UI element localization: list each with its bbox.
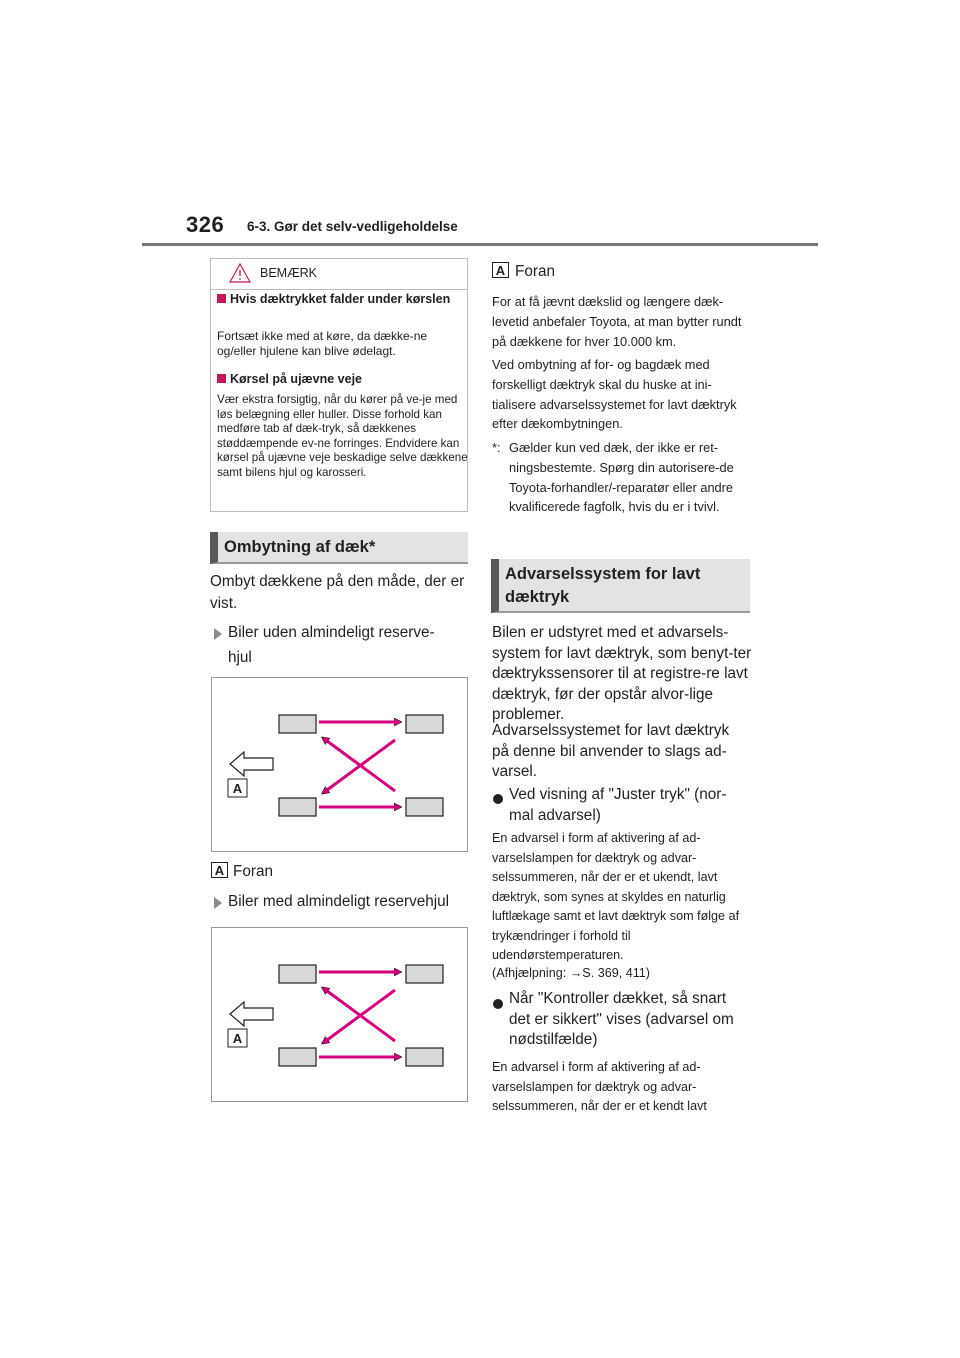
- round-bullet-icon: [493, 791, 503, 809]
- section-title: 6-3. Gør det selv-vedligeholdelse: [247, 219, 458, 234]
- paragraph-rotation-reset: Ved ombytning af for- og bagdæk med forskelligt dæktryk skal du huske at ini-tialisere advarselssystemet for lavt dæktryk efter dækombytningen.: [492, 357, 737, 432]
- square-bullet-icon: [217, 374, 226, 383]
- tire-front-left: [279, 715, 316, 733]
- section-heading-tpws: Advarselssystem for lavt dæktryk: [505, 565, 701, 606]
- list-item-1: Biler uden almindeligt reserve-hjul: [228, 624, 435, 666]
- notice-heading-1: Hvis dæktrykket falder under kørslen: [217, 292, 462, 307]
- notice-label: BEMÆRK: [260, 266, 317, 280]
- list-item-emergency-warning: Når "Kontroller dækket, så snart det er sikkert" vises (advarsel om nødstilfælde): [509, 990, 734, 1049]
- header-divider: [142, 243, 818, 246]
- triangle-bullet-icon: [214, 627, 222, 645]
- tire-rear-left: [279, 798, 316, 816]
- paragraph-tpws-types: Advarselssystemet for lavt dæktryk på denne bil anvender to slags ad-varsel.: [492, 722, 730, 781]
- section-heading: Ombytning af dæk*: [224, 538, 376, 556]
- notice-text-1: Fortsæt ikke med at køre, da dække-ne og/eller hjulene kan blive ødelagt.: [217, 329, 428, 358]
- arrow-diagonal-1: [323, 990, 395, 1043]
- tire-front-right: [406, 965, 443, 983]
- section-heading-bar-tpws: [491, 559, 750, 613]
- paragraph-emergency-warning: En advarsel i form af aktivering af ad-varselslampen for dæktryk og advar-selssummeren, når der er et kendt lavt: [492, 1060, 707, 1113]
- tire-rear-right: [406, 1048, 443, 1066]
- tire-rear-right: [406, 798, 443, 816]
- legend-letter-box: A: [492, 262, 509, 278]
- list-item-normal-warning: Ved visning af "Juster tryk" (nor-mal advarsel): [509, 786, 727, 824]
- tire-rear-left: [279, 1048, 316, 1066]
- paragraph-normal-warning-ref: (Afhjælpning: →S. 369, 411): [492, 966, 650, 980]
- warning-icon: [229, 263, 251, 283]
- legend-a-left: [211, 862, 228, 880]
- notice-header: [211, 259, 467, 290]
- tire-rotation-diagram-2: [211, 927, 468, 1102]
- legend-a-right: [492, 262, 509, 280]
- diagram-label: A: [232, 1031, 243, 1046]
- rotation-diagram-svg: [212, 678, 467, 851]
- diagram-label: A: [232, 781, 243, 796]
- arrow-diagonal-2: [323, 988, 395, 1041]
- page-number: 326: [186, 212, 225, 237]
- square-bullet-icon: [217, 294, 226, 303]
- rotation-diagram-svg: [212, 928, 467, 1101]
- paragraph-tpws-intro: Bilen er udstyret med et advarsels-system for lavt dæktryk, som benyt-ter dæktrykssensorer til at registre-re lavt dæktryk, før der opstår alvor-lige problemer.: [492, 624, 752, 724]
- notice-box: [210, 258, 468, 512]
- tire-front-right: [406, 715, 443, 733]
- footnote-mark: *:: [492, 440, 501, 455]
- legend-letter-box: A: [211, 862, 228, 878]
- intro-text: Ombyt dækkene på den måde, der er vist.: [210, 573, 465, 612]
- list-item-2: Biler med almindeligt reservehjul: [228, 893, 450, 910]
- arrow-diagonal-1: [323, 740, 395, 793]
- tire-rotation-diagram-1: [211, 677, 468, 852]
- footnote: Gælder kun ved dæk, der ikke er ret-ningsbestemte. Spørg din autorisere-de Toyota-forhandler/-reparatør eller andre kvalificerede fagfolk, hvis du er i tvivl.: [509, 440, 734, 515]
- section-heading-bar: [210, 532, 468, 564]
- triangle-bullet-icon: [214, 896, 222, 914]
- round-bullet-icon: [493, 996, 503, 1014]
- arrow-diagonal-2: [323, 738, 395, 791]
- forward-arrow-icon: [230, 752, 273, 776]
- tire-front-left: [279, 965, 316, 983]
- paragraph-normal-warning: En advarsel i form af aktivering af ad-varselslampen for dæktryk og advar-selssummeren, når der er et ukendt, lavt dæktryk, som synes at skyldes en naturlig luftlækage samt et lavt dæktryk som følge af trykændringer i forhold til udendørstemperaturen.: [492, 831, 740, 962]
- notice-heading-2: Kørsel på ujævne veje: [217, 372, 462, 387]
- legend-text-left: Foran: [233, 863, 273, 880]
- notice-text-2: Vær ekstra forsigtig, når du kører på ve-je med løs belægning eller huller. Disse forhold kan medføre tab af dæk-tryk, så dækkenes støddæmpende ev-ne forringes. Endvidere kan kørsel på ujævne veje beskadige selve dækkene samt bilens hjul og karosseri.: [217, 393, 468, 479]
- legend-text-right: Foran: [515, 263, 555, 280]
- paragraph-rotation-interval: For at få jævnt dækslid og længere dæk-levetid anbefaler Toyota, at man bytter rundt på dækkene for hver 10.000 km.: [492, 294, 742, 349]
- forward-arrow-icon: [230, 1002, 273, 1026]
